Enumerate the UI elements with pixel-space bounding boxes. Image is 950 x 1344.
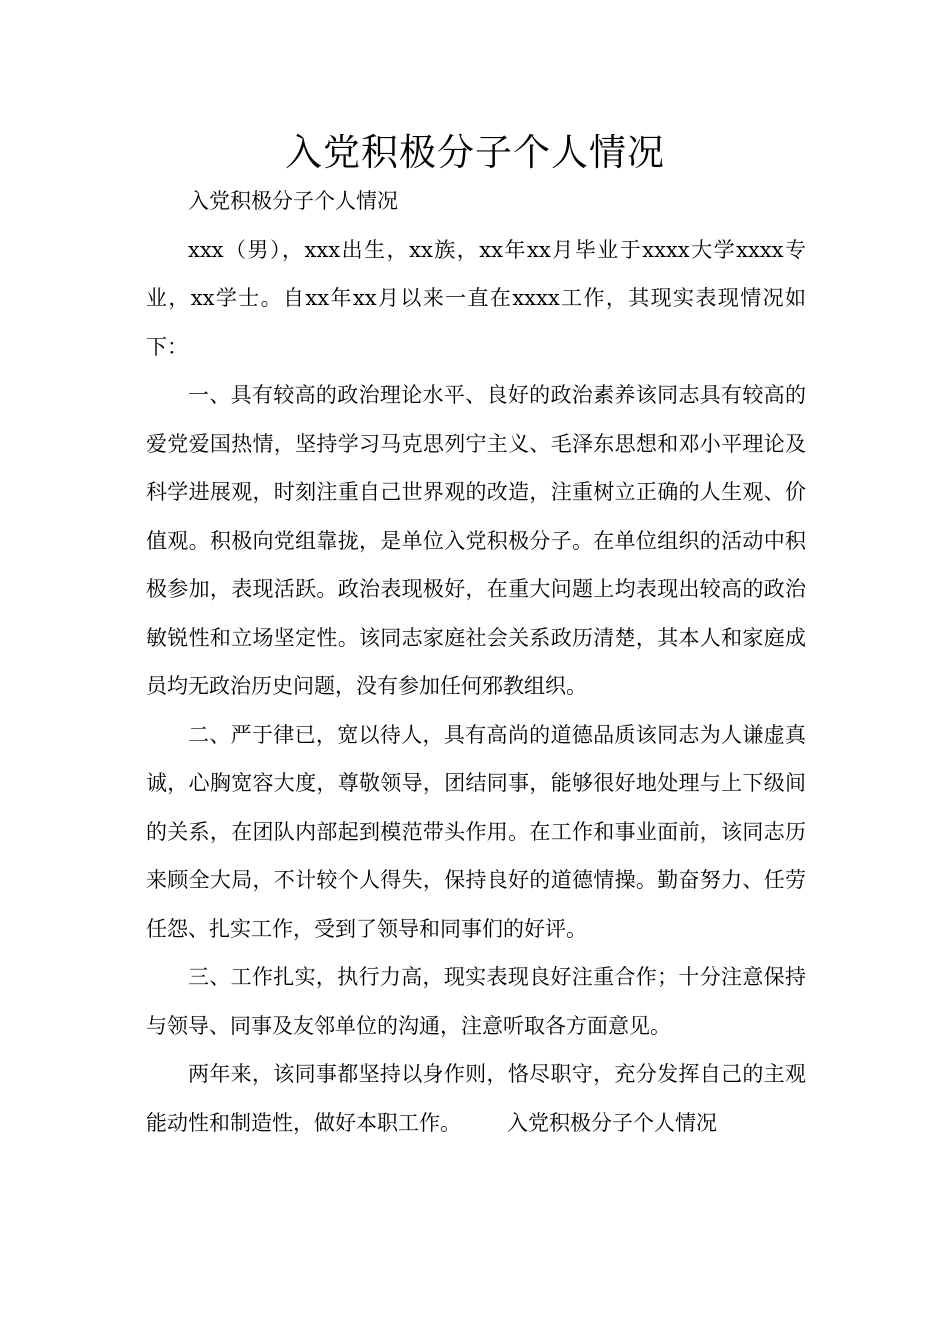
paragraph-intro: xxx（男），xxx出生，xx族，xx年xx月毕业于xxxx大学xxxx专业，xx学士。自xx年xx月以来一直在xxxx工作，其现实表现情况如下： bbox=[146, 237, 806, 359]
paragraph-section-1: 一、具有较高的政治理论水平、良好的政治素养该同志具有较高的爱党爱国热情，坚持学习马克思列宁主义、毛泽东思想和邓小平理论及科学进展观，时刻注重自己世界观的改造，注重树立正确的人生观、价值观。积极向党组靠拢，是单位入党积极分子。在单位组织的活动中积极参加，表现活跃。政治表现极好，在重大问题上均表现出较高的政治敏锐性和立场坚定性。该同志家庭社会关系政历清楚，其本人和家庭成员均无政治历史问题，没有参加任何邪教组织。 bbox=[146, 383, 806, 698]
trailing-title: 入党积极分子个人情况 bbox=[507, 1110, 717, 1135]
subtitle-line: 入党积极分子个人情况 bbox=[188, 189, 398, 213]
paragraph-closing bbox=[146, 1050, 806, 1147]
paragraph-section-3: 三、工作扎实，执行力高，现实表现良好注重合作；十分注意保持与领导、同事及友邻单位的沟通，注意听取各方面意见。 bbox=[146, 965, 806, 1038]
closing-text: 两年来，该同事都坚持以身作则，恪尽职守，充分发挥自己的主观能动性和制造性，做好本职工作。 bbox=[146, 1062, 806, 1135]
paragraph-section-2: 二、严于律已，宽以待人，具有高尚的道德品质该同志为人谦虚真诚，心胸宽容大度，尊敬领导，团结同事，能够很好地处理与上下级间的关系，在团队内部起到模范带头作用。在工作和事业面前，该同志历来顾全大局，不计较个人得失，保持良好的道德情操。勤奋努力、任劳任怨、扎实工作，受到了领导和同事们的好评。 bbox=[146, 722, 806, 941]
document-body bbox=[146, 177, 806, 1147]
document-title: 入党积极分子个人情况 bbox=[285, 131, 665, 174]
